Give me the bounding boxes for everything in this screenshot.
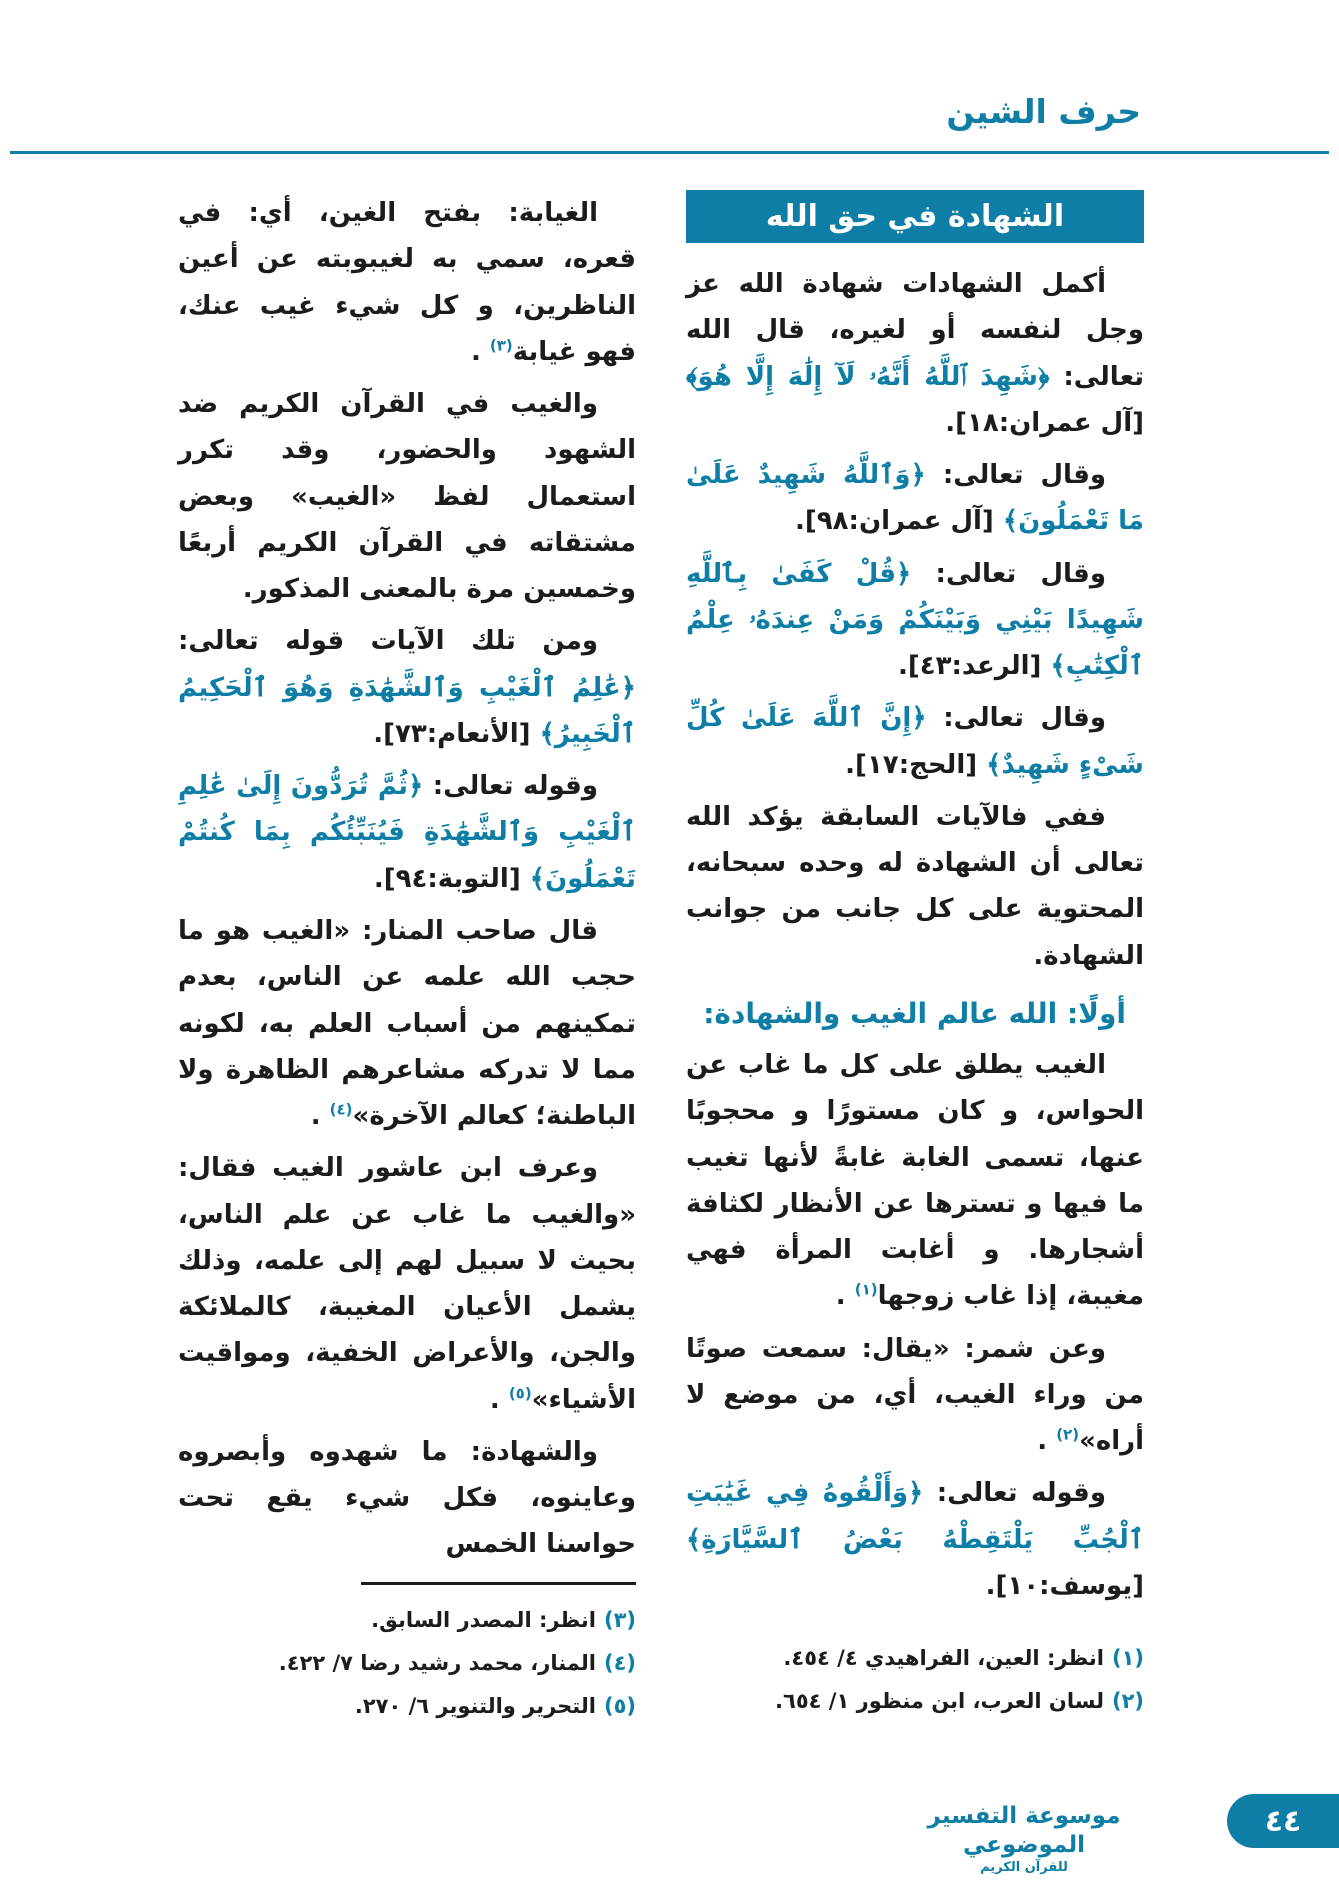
footnote-number: (٥) (603, 1693, 636, 1718)
footnote-text: انظر: العين، الفراهيدي ٤/ ٤٥٤. (783, 1646, 1104, 1671)
verse-reference: [الأنعام:٧٣]. (373, 718, 540, 749)
footnote-text: انظر: المصدر السابق. (371, 1607, 596, 1632)
verse-reference: [يوسف:١٠]. (985, 1570, 1144, 1601)
verse-reference: [الحج:١٧]. (845, 749, 987, 780)
paragraph (178, 1145, 636, 1423)
paragraph (178, 1429, 636, 1568)
quran-verse: ﴿ثُمَّ تُرَدُّونَ إِلَىٰ عَٰلِمِ ٱلْغَيْبِ وَٱلشَّهَٰدَةِ فَيُنَبِّئُكُم بِمَا كُنتُمْ تَعْمَلُونَ﴾ (178, 771, 636, 894)
body-text: . (835, 1281, 855, 1312)
page-number: ٤٤ (1264, 1803, 1302, 1839)
body-text: . (1037, 1426, 1057, 1457)
footnote-text: لسان العرب، ابن منظور ١/ ٦٥٤. (775, 1689, 1104, 1714)
footnote-number: (١) (1111, 1646, 1144, 1671)
body-text: . (489, 1384, 509, 1415)
paragraph (686, 794, 1144, 979)
quran-verse: ﴿إِنَّ ٱللَّهَ عَلَىٰ كُلِّ شَىْءٍ شَهِيدٌ﴾ (686, 703, 1144, 780)
body-text: وعن شمر: «يقال: سمعت صوتًا من وراء الغيب، أي، من موضع لا أراه» (686, 1333, 1144, 1457)
body-text: وقوله تعالى: (923, 1478, 1106, 1509)
paragraph (686, 1470, 1144, 1609)
paragraph (686, 452, 1144, 545)
section-title-box: الشهادة في حق الله (686, 190, 1144, 243)
paragraph (178, 908, 636, 1139)
footnote-marker: (٢) (1056, 1425, 1080, 1444)
paragraph (686, 551, 1144, 690)
body-text: . (310, 1101, 330, 1132)
body-text: أكمل الشهادات شهادة الله عز وجل لنفسه أو لغيره، قال الله تعالى: (686, 269, 1145, 392)
left-column (178, 190, 636, 1728)
verse-reference: [آل عمران:٩٨]. (795, 506, 1003, 537)
body-text: وعرف ابن عاشور الغيب فقال: «والغيب ما غاب عن علم الناس، بحيث لا سبيل لهم إلى علمه، وذلك يشمل الأعيان المغيبة، كالملائكة والجن، والأعراض الخفية، ومواقيت الأشياء» (178, 1153, 636, 1415)
body-text: ومن تلك الآيات قوله تعالى: (178, 626, 598, 657)
body-text: وقال تعالى: (911, 558, 1106, 589)
body-text: قال صاحب المنار: «الغيب هو ما حجب الله علمه عن الناس، بعدم تمكينهم من أسباب العلم به، لكونه مما لا تدركه مشاعرهم الظاهرة ولا الباطنة؛ كعالم الآخرة» (178, 915, 636, 1132)
header-rule (10, 151, 1329, 154)
content-columns (178, 190, 1144, 1728)
footnote-marker: (٤) (329, 1100, 353, 1119)
footnotes-block (178, 1599, 636, 1728)
quran-verse: ﴿عَٰلِمُ ٱلْغَيْبِ وَٱلشَّهَٰدَةِ وَهُوَ ٱلْحَكِيمُ ٱلْخَبِيرُ﴾ (178, 672, 636, 749)
quran-verse: ﴿وَٱللَّهُ شَهِيدٌ عَلَىٰ مَا تَعْمَلُونَ﴾ (686, 460, 1144, 537)
footnote (178, 1685, 636, 1728)
body-text: ففي فالآيات السابقة يؤكد الله تعالى أن الشهادة له وحده سبحانه، المحتوية على كل جانب من جوانب الشهادة. (686, 801, 1144, 971)
footnote (178, 1599, 636, 1642)
body-text: والغيب في القرآن الكريم ضد الشهود والحضور، وقد تكرر استعمال لفظ «الغيب» وبعض مشتقاته في القرآن الكريم أربعًا وخمسين مرة بالمعنى المذكور. (178, 389, 636, 605)
paragraph (178, 618, 636, 757)
footnote-marker: (٥) (508, 1383, 532, 1402)
verse-reference: [الرعد:٤٣]. (898, 651, 1051, 682)
paragraph (686, 1326, 1144, 1465)
chapter-header: حرف الشين (946, 92, 1141, 131)
paragraph (686, 695, 1144, 788)
quran-verse: ﴿وَأَلْقُوهُ فِي غَيَٰبَتِ ٱلْجُبِّ يَلْتَقِطْهُ بَعْضُ ٱلسَّيَّارَةِ﴾ (686, 1478, 1144, 1555)
body-text: وقوله تعالى: (423, 771, 598, 802)
footnote-marker: (٣) (489, 336, 513, 355)
publisher-logo-subtitle: للقرآن الكريم (980, 1859, 1068, 1875)
footnote-number: (٣) (603, 1607, 636, 1632)
body-text: الغيابة: بفتح الغين، أي: في قعره، سمي به لغيبوبته عن أعين الناظرين، و كل شيء غيب عنك، فهو غيابة (178, 198, 636, 367)
body-text: الغيب يطلق على كل ما غاب عن الحواس، و كان مستورًا و محجوبًا عنها، تسمى الغابة غابةً لأنها تغيب ما فيها و تسترها عن الأنظار لكثافة أشجارها. و أغابت المرأة فهي مغيبة، إذا غاب زوجها (686, 1049, 1144, 1312)
body-text: وقال تعالى: (926, 703, 1106, 734)
verse-reference: [آل عمران:١٨]. (945, 407, 1144, 438)
footnotes-block (686, 1637, 1144, 1723)
page-number-badge (1227, 1794, 1339, 1848)
paragraph (686, 261, 1144, 446)
verse-reference: [التوبة:٩٤]. (373, 863, 530, 894)
paragraph (178, 381, 636, 612)
publisher-logo (914, 1802, 1134, 1876)
body-text: وقال تعالى: (925, 460, 1107, 491)
footnote-marker: (١) (854, 1280, 878, 1299)
quran-verse: ﴿قُلْ كَفَىٰ بِٱللَّهِ شَهِيدًا بَيْنِي وَبَيْنَكُمْ وَمَنْ عِندَهُۥ عِلْمُ ٱلْكِتَٰبِ﴾ (686, 558, 1144, 682)
quran-verse: ﴿شَهِدَ ٱللَّهُ أَنَّهُۥ لَآ إِلَٰهَ إِلَّا هُوَ﴾ (686, 361, 1050, 392)
paragraph (178, 190, 636, 375)
footnote-text: المنار، محمد رشيد رضا ٧/ ٤٢٢. (278, 1650, 596, 1675)
footnote (686, 1680, 1144, 1723)
footnote-separator (361, 1582, 636, 1585)
footnote-number: (٢) (1111, 1689, 1144, 1714)
paragraph (686, 1042, 1144, 1320)
publisher-logo-title: موسوعة التفسير الموضوعي (927, 1803, 1121, 1858)
right-column (686, 190, 1144, 1728)
paragraph (178, 763, 636, 902)
footnote-text: التحرير والتنوير ٦/ ٢٧٠. (354, 1693, 596, 1718)
body-text: . (470, 336, 490, 367)
footnote (178, 1642, 636, 1685)
footnote (686, 1637, 1144, 1680)
footnote-number: (٤) (603, 1650, 636, 1675)
subsection-heading: أولًا: الله عالم الغيب والشهادة: (703, 996, 1126, 1030)
body-text: والشهادة: ما شهدوه وأبصروه وعاينوه، فكل شيء يقع تحت حواسنا الخمس (178, 1436, 636, 1560)
